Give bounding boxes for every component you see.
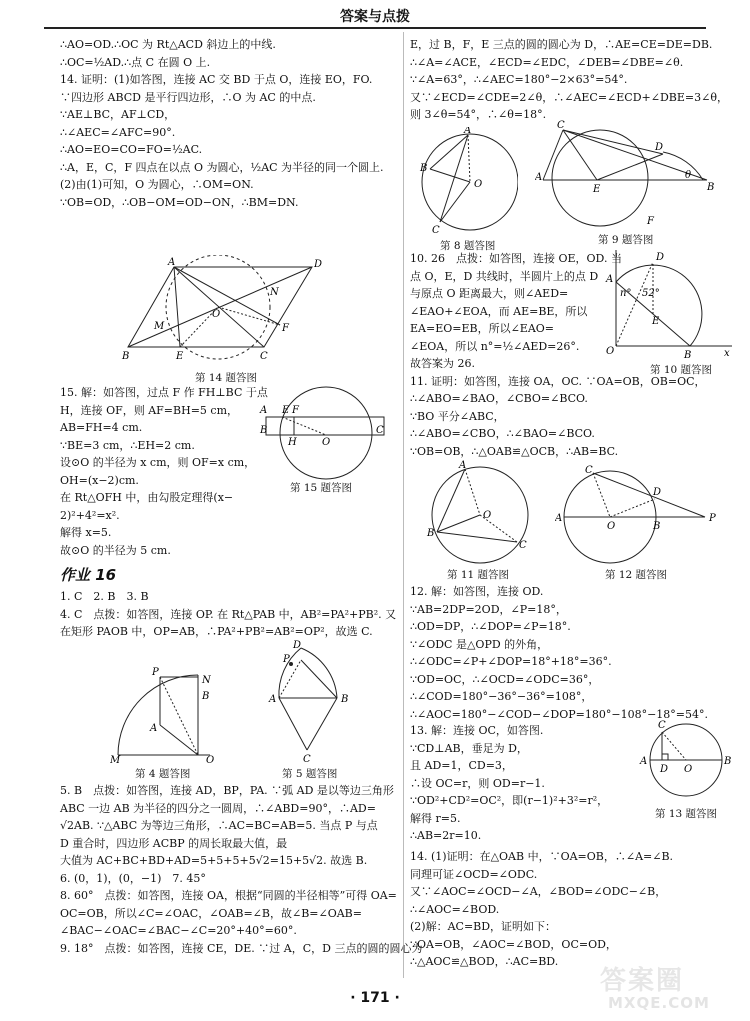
- svg-text:E: E: [652, 316, 660, 327]
- lines-b: [60, 384, 268, 559]
- text-line: 故⊙O 的半径为 5 cm.: [60, 543, 171, 557]
- svg-text:C: C: [376, 425, 384, 436]
- text-line: 13. 解：连接 OC，如答图.: [410, 724, 544, 737]
- figure-15-svg: [258, 383, 388, 483]
- text-line: ∴∠AEC=∠AFC=90°.: [60, 125, 176, 139]
- svg-text:H: H: [288, 437, 297, 448]
- svg-text:B: B: [653, 521, 661, 532]
- svg-text:A: A: [269, 694, 277, 705]
- svg-text:B: B: [427, 528, 435, 539]
- text-line: (2)由(1)可知，O 为圆心，∴OM=ON.: [60, 178, 254, 191]
- svg-text:B: B: [707, 182, 715, 193]
- svg-text:A: A: [606, 274, 614, 285]
- text-line: ∴∠ODC=∠P+∠DOP=18°+18°=36°.: [410, 655, 612, 668]
- text-line: AB=FH=4 cm.: [60, 421, 143, 434]
- left-column-block-b: [60, 384, 268, 559]
- text-line: ABC 一边 AB 为半径的四分之一圆周，∴∠ABD=90°，∴AD=: [60, 801, 376, 815]
- text-line: 2)²+4²=x².: [60, 508, 120, 522]
- svg-text:A: A: [459, 460, 467, 471]
- figure-12-svg: [555, 465, 725, 565]
- svg-text:B: B: [202, 691, 210, 702]
- svg-text:P: P: [709, 513, 716, 524]
- right-column-block-a: [410, 36, 728, 124]
- svg-text:θ: θ: [685, 170, 692, 181]
- text-line: ∵OD²+CD²=OC²，即(r−1)²+3²=r²，: [410, 794, 609, 807]
- text-line: ∴∠ABO=∠BAO，∠CBO=∠BCO.: [410, 392, 588, 405]
- text-line: (2)解：AC=BD，证明如下：: [410, 920, 557, 933]
- svg-text:M: M: [110, 755, 121, 765]
- text-line: ∴AB=2r=10.: [410, 829, 482, 842]
- svg-text:P: P: [283, 654, 290, 665]
- text-line: ∵OB=OD，∴OB−OM=OD−ON，∴BM=DN.: [60, 195, 299, 209]
- text-line: 且 AD=1，CD=3，: [410, 759, 513, 772]
- svg-text:x: x: [724, 348, 730, 359]
- svg-text:C: C: [658, 720, 666, 731]
- text-line: 14. (1)证明：在△OAB 中，∵OA=OB，∴∠A=∠B.: [410, 850, 674, 863]
- svg-text:D: D: [655, 142, 664, 153]
- caption-fig8: 第 8 题答图: [440, 240, 496, 252]
- text-line: ∵四边形 ABCD 是平行四边形，∴O 为 AC 的中点.: [60, 90, 316, 104]
- text-line: 9. 18° 点拨：如答图，连接 CE，DE. ∵过 A，C，D 三点的圆的圆心为: [60, 941, 423, 955]
- svg-text:A: A: [150, 723, 158, 734]
- caption-fig12: 第 12 题答图: [605, 569, 668, 581]
- text-line: ∴OD=DP，∴∠DOP=∠P=18°.: [410, 620, 571, 633]
- text-line: 则 3∠θ=54°，∴∠θ=18°.: [410, 108, 547, 121]
- svg-text:P: P: [152, 667, 159, 678]
- left-column-block-c: [60, 560, 396, 641]
- text-line: ∵∠ODC 是△OPD 的外角，: [410, 637, 549, 651]
- text-line: 故答案为 26.: [410, 357, 475, 370]
- figure-11: [425, 460, 535, 570]
- figure-13-svg: [638, 718, 743, 800]
- text-line: 设⊙O 的半径为 x cm，则 OF=x cm，: [60, 456, 256, 469]
- caption-fig15: 第 15 题答图: [290, 482, 353, 494]
- text-line: ∠EAO+∠EOA，而 AE=BE，所以: [410, 304, 588, 318]
- figure-11-svg: [425, 460, 535, 570]
- text-line: 4. C 点拨：如答图，连接 OP. 在 Rt△PAB 中，AB²=PA²+PB². 又: [60, 607, 397, 621]
- caption-fig14: 第 14 题答图: [195, 372, 258, 384]
- text-line: ∴∠A=∠ACE，∠ECD=∠EDC，∠DEB=∠DBE=∠θ.: [410, 55, 684, 69]
- svg-text:F: F: [647, 216, 654, 227]
- text-line: √2AB. ∵△ABC 为等边三角形，∴AC=BC=AB=5. 当点 P 与点: [60, 819, 378, 832]
- text-line: ∵BO 平分∠ABC，: [410, 409, 505, 423]
- text-line: EA=EO=EB，所以∠EAO=: [410, 322, 554, 335]
- text-line: 8. 60° 点拨：如答图，连接 OA，根据“同圆的半径相等”可得 OA=: [60, 889, 397, 902]
- text-line: 12. 解：如答图，连接 OD.: [410, 585, 544, 598]
- text-line: H，连接 OF，则 AF=BH=5 cm，: [60, 403, 239, 417]
- text-line: ∴AO=EO=CO=FO=½AC.: [60, 143, 203, 156]
- page-number: · 171 ·: [350, 990, 400, 1006]
- svg-text:E: E: [282, 405, 290, 416]
- text-line: ∵BE=3 cm，∴EH=2 cm.: [60, 438, 195, 452]
- svg-text:O: O: [206, 755, 215, 765]
- text-line: ∵OB=OB，∴△OAB≌△OCB，∴AB=BC.: [410, 444, 619, 458]
- text-line: ∵AB=2DP=2OD，∠P=18°，: [410, 602, 567, 616]
- text-line: 10. 26 点拨：如答图，连接 OE，OD. 当: [410, 252, 622, 265]
- text-line: ∴△AOC≌△BOD，∴AC=BD.: [410, 955, 559, 968]
- svg-text:B: B: [341, 694, 349, 705]
- svg-text:A: A: [640, 756, 648, 767]
- right-column-block-c: [410, 583, 708, 723]
- left-column-block-d: [60, 782, 422, 957]
- svg-text:O: O: [607, 521, 616, 532]
- r-lines-e: [410, 848, 673, 971]
- svg-text:n°: n°: [620, 288, 632, 299]
- figure-5: [265, 640, 355, 765]
- text-line: ∴OC=½AD.∴点 C 在圆 O 上.: [60, 55, 211, 69]
- text-line: ∴∠AOC=∠BOD.: [410, 902, 500, 916]
- figure-12: [555, 465, 725, 565]
- text-line: 在 Rt△OFH 中，由勾股定理得(x−: [60, 491, 234, 504]
- figure-4: [110, 665, 220, 765]
- figure-13: [638, 718, 743, 800]
- svg-text:M: M: [154, 321, 165, 332]
- text-line: ∵AE⊥BC，AF⊥CD，: [60, 108, 176, 121]
- r-lines-a: [410, 36, 728, 124]
- text-line: E，过 B，F，E 三点的圆的圆心为 D，∴AE=CE=DE=DB.: [410, 38, 713, 51]
- svg-text:N: N: [270, 287, 279, 298]
- svg-text:D: D: [293, 640, 302, 651]
- header-rule: [44, 27, 706, 29]
- lines-d: [60, 782, 422, 957]
- watermark-logo: [600, 960, 740, 1015]
- lines-c: [60, 588, 396, 641]
- text-line: OC=OB，所以∠C=∠OAC，∠OAB=∠B，故∠B=∠OAB=: [60, 906, 362, 920]
- text-line: 11. 证明：如答图，连接 OA，OC. ∵OA=OB，OB=OC，: [410, 374, 706, 388]
- text-line: ∴AO=OD.∴OC 为 Rt△ACD 斜边上的中线.: [60, 38, 276, 51]
- figure-8-svg: [418, 127, 518, 237]
- text-line: 15. 解：如答图，过点 F 作 FH⊥BC 于点: [60, 386, 268, 399]
- text-line: 又∵∠ECD=∠CDE=2∠θ，∴∠AEC=∠ECD+∠DBE=3∠θ，: [410, 90, 728, 104]
- right-column-block-d: [410, 722, 608, 845]
- caption-fig11: 第 11 题答图: [447, 569, 510, 581]
- figure-15: [258, 383, 388, 483]
- svg-text:B: B: [724, 756, 732, 767]
- text-line: 5. B 点拨：如答图，连接 AD，BP，PA. ∵弧 AD 是以等边三角形: [60, 784, 394, 797]
- text-line: D 重合时，四边形 ACBP 的周长取最大值，最: [60, 836, 288, 850]
- svg-text:C: C: [557, 120, 565, 131]
- svg-text:B: B: [122, 351, 130, 362]
- svg-text:C: C: [260, 351, 268, 362]
- svg-text:A: A: [535, 172, 543, 183]
- text-line: ∴设 OC=r，则 OD=r−1.: [410, 776, 545, 790]
- text-line: ∴∠COD=180°−36°−36°=108°，: [410, 690, 593, 703]
- text-line: 1. C 2. B 3. B: [60, 590, 149, 603]
- text-line: 解得 r=5.: [410, 811, 461, 825]
- svg-text:C: C: [519, 540, 527, 551]
- text-line: ∠BAC−∠OAC=∠BAC−∠C=20°+40°=60°.: [60, 924, 297, 937]
- svg-text:N: N: [202, 675, 211, 686]
- r-lines-c: [410, 583, 708, 723]
- text-line: ∴A，E，C，F 四点在以点 O 为圆心，½AC 为半径的同一个圆上.: [60, 160, 384, 174]
- text-line: ∴∠AOC=180°−∠COD−∠DOP=180°−108°−18°=54°.: [410, 707, 709, 721]
- caption-fig9: 第 9 题答图: [598, 234, 654, 246]
- svg-text:C: C: [585, 465, 593, 476]
- text-line: 与原点 O 距离最大，则∠AED=: [410, 287, 569, 300]
- svg-text:O: O: [474, 179, 483, 190]
- page-header: [0, 0, 750, 30]
- svg-text:E: E: [593, 184, 601, 195]
- svg-text:O: O: [212, 309, 221, 320]
- text-line: 又∵∠AOC=∠OCD−∠A，∠BOD=∠ODC−∠B，: [410, 885, 667, 898]
- text-line: ∠EOA，所以 n°=½∠AED=26°.: [410, 339, 580, 353]
- text-line: ∴∠ABO=∠CBO，∴∠BAO=∠BCO.: [410, 427, 595, 440]
- text-line: 点 O，E，D 共线时，半圆片上的点 D: [410, 269, 599, 283]
- figure-4-svg: [110, 665, 220, 765]
- section-title-homework-16: 作业 16: [60, 566, 117, 584]
- text-line: ∵∠A=63°，∴∠AEC=180°−2×63°=54°.: [410, 73, 628, 86]
- left-column-block-a: [60, 36, 384, 211]
- svg-text:D: D: [656, 252, 665, 263]
- text-line: 解得 x=5.: [60, 526, 112, 539]
- text-line: ∵OD=OC，∴∠OCD=∠ODC=36°，: [410, 672, 600, 686]
- svg-text:B: B: [260, 425, 268, 436]
- svg-text:E: E: [176, 351, 184, 362]
- svg-text:O: O: [322, 437, 331, 448]
- svg-text:C: C: [432, 225, 440, 236]
- r-lines-d: [410, 722, 608, 845]
- lines-a: [60, 36, 384, 211]
- svg-text:A: A: [464, 127, 472, 136]
- header-title: 答案与点拨: [340, 9, 410, 25]
- text-line: 大值为 AC+BC+BD+AD=5+5+5+5√2=15+5√2. 故选 B.: [60, 854, 368, 867]
- text-line: 14. 证明：(1)如答图，连接 AC 交 BD 于点 O，连接 EO，FO.: [60, 73, 373, 86]
- svg-text:F: F: [282, 323, 289, 334]
- svg-text:O: O: [606, 346, 615, 357]
- text-line: 同理可证∠OCD=∠ODC.: [410, 867, 538, 881]
- svg-text:D: D: [653, 487, 662, 498]
- svg-text:D: D: [314, 259, 323, 270]
- figure-9-svg: [535, 120, 715, 230]
- svg-text:B: B: [420, 163, 428, 174]
- watermark-text: 答案圈: [600, 966, 685, 996]
- svg-text:A: A: [260, 405, 268, 416]
- svg-text:A: A: [168, 257, 176, 268]
- svg-text:C: C: [303, 754, 311, 765]
- svg-text:O: O: [684, 764, 693, 775]
- text-line: OH=(x−2)cm.: [60, 473, 139, 487]
- figure-5-svg: [265, 640, 355, 765]
- caption-fig10: 第 10 题答图: [650, 364, 713, 376]
- figure-10-svg: [598, 250, 738, 360]
- text-line: 在矩形 PAOB 中，OP=AB，∴PA²+PB²=AB²=OP²，故选 C.: [60, 625, 373, 638]
- text-line: ∵CD⊥AB，垂足为 D，: [410, 741, 528, 755]
- figure-10: [598, 250, 738, 360]
- caption-fig5: 第 5 题答图: [282, 768, 338, 780]
- svg-text:A: A: [555, 513, 563, 524]
- watermark-url: MXQE.COM: [608, 994, 710, 1012]
- figure-14-svg: [120, 255, 330, 367]
- caption-fig4: 第 4 题答图: [135, 768, 191, 780]
- caption-fig13: 第 13 题答图: [655, 808, 718, 820]
- svg-text:O: O: [483, 510, 492, 521]
- text-line: ∵OA=OB，∠AOC=∠BOD，OC=OD，: [410, 937, 617, 951]
- figure-9: [535, 120, 715, 230]
- svg-text:52°: 52°: [642, 288, 660, 299]
- text-line: 6. (0，1)，(0，−1) 7. 45°: [60, 871, 206, 885]
- svg-text:F: F: [292, 405, 299, 416]
- right-column-block-e: [410, 848, 673, 971]
- figure-8: [418, 127, 518, 237]
- figure-14: [120, 255, 330, 367]
- svg-text:D: D: [660, 764, 669, 775]
- svg-text:B: B: [684, 350, 692, 360]
